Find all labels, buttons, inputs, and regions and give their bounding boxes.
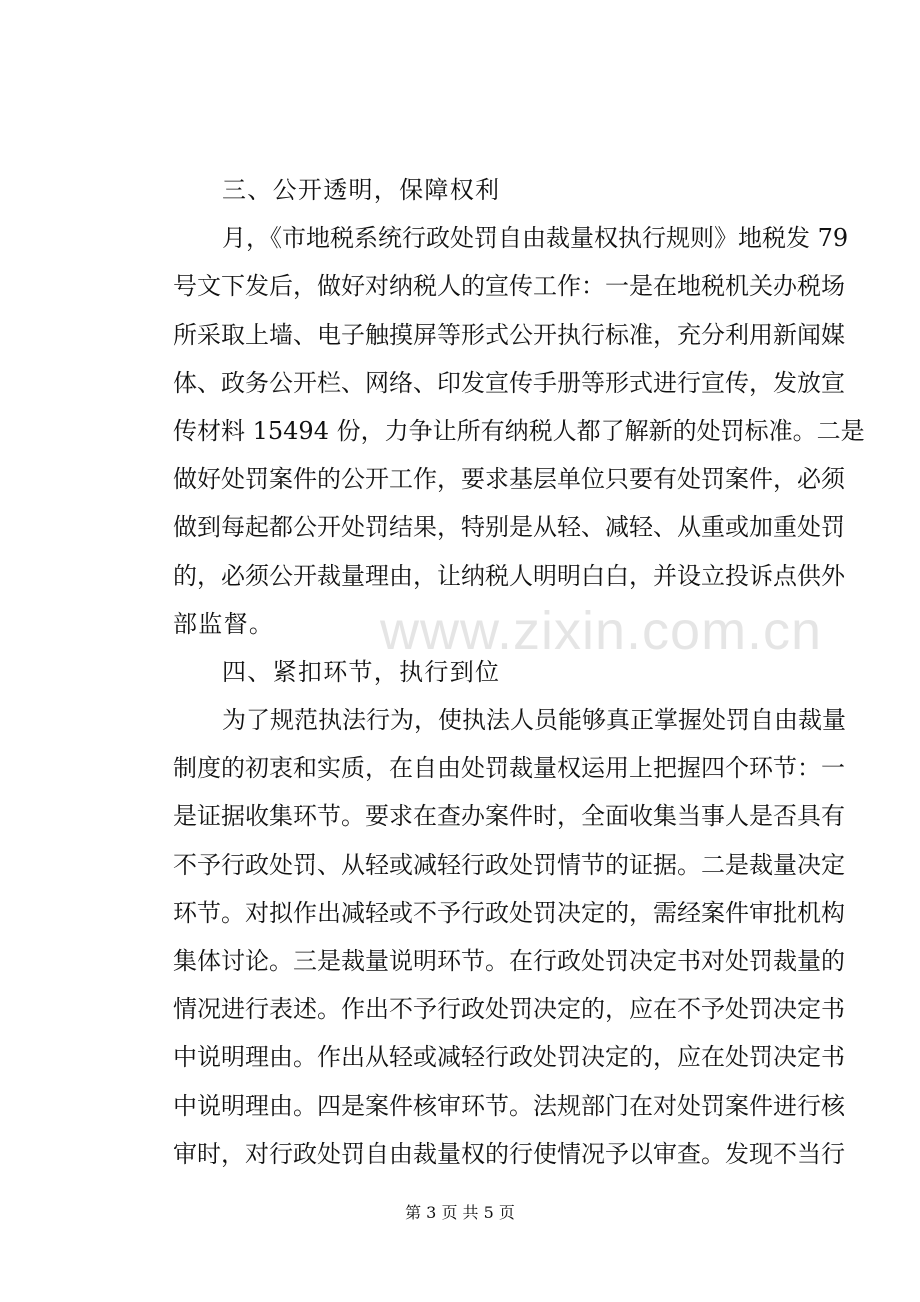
section-heading: 四、紧扣环节，执行到位 <box>222 657 501 686</box>
paragraph-line: 中说明理由。四是案件核审环节。法规部门在对处罚案件进行核 <box>173 1091 845 1120</box>
paragraph-line: 体、政务公开栏、网络、印发宣传手册等形式进行宣传，发放宣 <box>173 368 845 397</box>
section-heading: 三、公开透明，保障权利 <box>222 176 501 204</box>
paragraph-line: 传材料 15494 份，力争让所有纳税人都了解新的处罚标准。二是 <box>173 416 865 445</box>
paragraph-line: 中说明理由。作出从轻或减轻行政处罚决定的，应在处罚决定书 <box>173 1043 845 1072</box>
paragraph-line: 不予行政处罚、从轻或减轻行政处罚情节的证据。二是裁量决定 <box>173 850 845 879</box>
paragraph-line: 所采取上墙、电子触摸屏等形式公开执行标准，充分利用新闻媒 <box>173 320 845 349</box>
paragraph-line: 集体讨论。三是裁量说明环节。在行政处罚决定书对处罚裁量的 <box>173 947 845 975</box>
paragraph-line: 号文下发后，做好对纳税人的宣传工作：一是在地税机关办税场 <box>173 272 845 301</box>
paragraph-line: 做好处罚案件的公开工作，要求基层单位只要有处罚案件，必须 <box>173 465 845 494</box>
paragraph-line: 环节。对拟作出减轻或不予行政处罚决定的，需经案件审批机构 <box>173 898 845 927</box>
paragraph-line: 情况进行表述。作出不予行政处罚决定的，应在不予处罚决定书 <box>173 995 845 1024</box>
paragraph-line: 审时，对行政处罚自由裁量权的行使情况予以审查。发现不当行 <box>173 1139 845 1168</box>
paragraph-line: 部监督。 <box>173 609 275 638</box>
document-body <box>173 172 865 1184</box>
paragraph-line: 制度的初衷和实质，在自由处罚裁量权运用上把握四个环节：一 <box>173 754 845 783</box>
paragraph-line: 做到每起都公开处罚结果，特别是从轻、减轻、从重或加重处罚 <box>173 513 845 542</box>
paragraph-line: 为了规范执法行为，使执法人员能够真正掌握处罚自由裁量 <box>222 706 846 735</box>
paragraph-line: 月，《市地税系统行政处罚自由裁量权执行规则》地税发 79 <box>222 224 849 253</box>
paragraph-line: 是证据收集环节。要求在查办案件时，全面收集当事人是否具有 <box>173 802 845 831</box>
watermark: www.zixin.com.cn <box>380 601 823 661</box>
paragraph-line: 的，必须公开裁量理由，让纳税人明明白白，并设立投诉点供外 <box>173 561 845 590</box>
page-footer: 第 3 页 共 5 页 <box>405 1203 515 1222</box>
